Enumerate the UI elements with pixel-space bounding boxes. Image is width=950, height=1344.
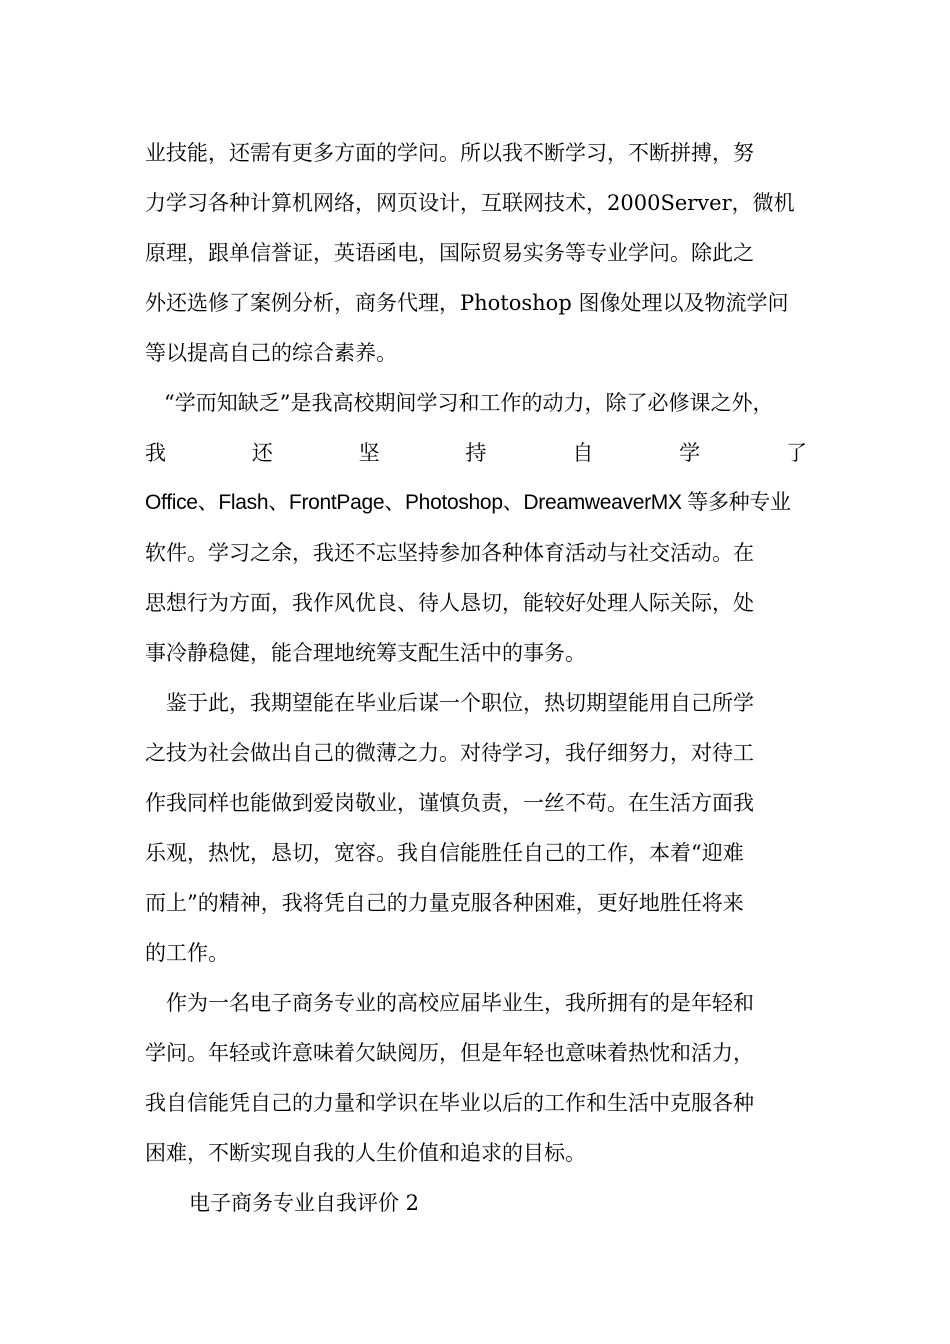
text-line: 困难，不断实现自我的人生价值和追求的目标。: [145, 1141, 586, 1165]
justified-word: 我: [145, 441, 166, 465]
paragraph-2: [145, 378, 807, 678]
text-line: 乐观，热忱，恳切，宽容。我自信能胜任自己的工作，本着“迎难: [145, 841, 744, 865]
justified-word: 还: [251, 441, 273, 465]
text-line: 等以提高自己的综合素养。: [145, 341, 397, 365]
text-line: 作我同样也能做到爱岗敬业，谨慎负责，一丝不苟。在生活方面我: [145, 791, 754, 815]
text-line: Office、Flash、FrontPage、Photoshop、DreamweaverMX 等多种专业: [145, 491, 791, 514]
text-line: 我自信能凭自己的力量和学识在毕业以后的工作和生活中克服各种: [145, 1091, 754, 1115]
text-line: 外还选修了案例分析，商务代理，Photoshop 图像处理以及物流学问: [145, 291, 789, 315]
paragraph-1: [145, 128, 807, 378]
justified-word: 自: [572, 441, 594, 465]
text-line: 软件。学习之余，我还不忘坚持参加各种体育活动与社交活动。在: [145, 541, 754, 565]
text-line: 的工作。: [145, 941, 229, 965]
text-line: 业技能，还需有更多方面的学问。所以我不断学习，不断拼搏，努: [145, 141, 754, 165]
paragraph-4: [145, 978, 807, 1178]
text-line: 学问。年轻或许意味着欠缺阅历，但是年轻也意味着热忱和活力，: [145, 1041, 754, 1065]
section-heading: 电子商务专业自我评价 2: [189, 1191, 420, 1215]
text-line: 事冷静稳健，能合理地统筹支配生活中的事务。: [145, 641, 586, 665]
justified-word: 了: [785, 441, 807, 465]
text-line: 作为一名电子商务专业的高校应届毕业生，我所拥有的是年轻和: [166, 991, 754, 1015]
text-line: 之技为社会做出自己的微薄之力。对待学习，我仔细努力，对待工: [145, 741, 754, 765]
paragraph-3: [145, 678, 807, 978]
justified-word: 坚: [358, 441, 380, 465]
text-line: 原理，跟单信誉证，英语函电，国际贸易实务等专业学问。除此之: [145, 241, 754, 265]
text-line: 力学习各种计算机网络，网页设计，互联网技术，2000Server，微机: [145, 191, 795, 215]
text-line: 思想行为方面，我作风优良、待人恳切，能较好处理人际关际，处: [145, 591, 754, 615]
document-body: [145, 128, 807, 1228]
justified-line: [145, 428, 807, 478]
justified-word: 学: [679, 441, 701, 465]
justified-word: 持: [465, 441, 487, 465]
text-line: 鉴于此，我期望能在毕业后谋一个职位，热切期望能用自己所学: [166, 691, 754, 715]
text-line: “学而知缺乏”是我高校期间学习和工作的动力，除了必修课之外，: [164, 391, 774, 415]
text-line: 而上”的精神，我将凭自己的力量克服各种困难，更好地胜任将来: [145, 891, 744, 915]
